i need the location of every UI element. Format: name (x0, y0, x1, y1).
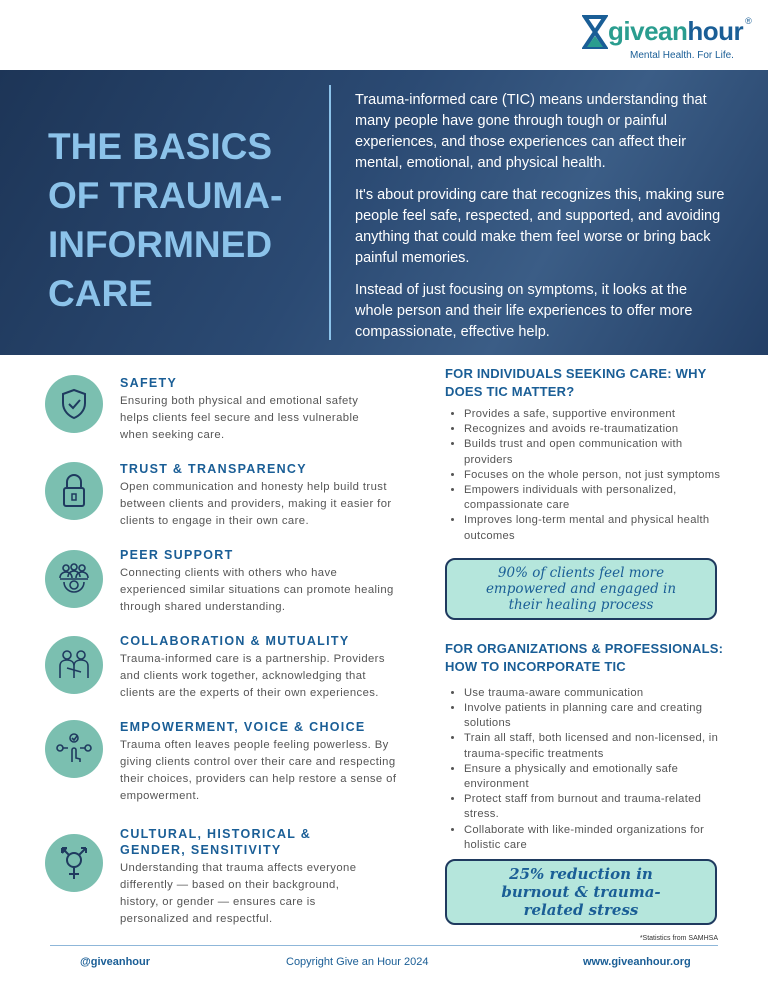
shield-check-icon (45, 375, 103, 433)
principle-text: Trauma-informed care is a partnership. Providers and clients work together, acknowledging that clients are the experts of their own experiences. (120, 653, 385, 699)
list-item: • Empowers individuals with personalized, compassionate care (464, 483, 730, 513)
list-item: • Recognizes and avoids re-traumatization (464, 422, 730, 437)
stat-callout: 90% of clients feel more empowered and engaged in their healing process (445, 558, 717, 620)
organizations-list (450, 686, 730, 853)
list-item: • Protect staff from burnout and trauma-related stress. (464, 792, 730, 822)
principle-text: Trauma often leaves people feeling powerless. By giving clients control over their care and respecting their choices, providers can help restore a sense of empowerment. (120, 739, 397, 802)
list-item: • Improves long-term mental and physical health outcomes (464, 513, 730, 543)
registered-mark: ® (745, 16, 752, 26)
principle-title: PEER SUPPORT (120, 548, 234, 562)
principle-text: Connecting clients with others who have experienced similar situations can promote healing through shared understanding. (120, 567, 394, 613)
principle-text: Understanding that trauma affects everyone differently — based on their background, history, or gender — ensures care is personalized and respectful. (120, 862, 357, 925)
intro-paragraph: It's about providing care that recognizes this, making sure people feel safe, respected, and supported, and avoiding anything that could make them feel worse or bring back painful memories. (355, 187, 725, 266)
right-column (445, 365, 730, 925)
stats-source-note: *Statistics from SAMHSA (639, 935, 718, 942)
giveanhour-logo (582, 12, 762, 66)
principle-cultural (45, 826, 400, 928)
principles-list (45, 375, 400, 928)
principle-collaboration (45, 633, 400, 719)
individuals-list (450, 407, 730, 544)
principle-text: Open communication and honesty help build trust between clients and providers, making it easier for clients to engage in their own care. (120, 481, 392, 527)
list-item: • Provides a safe, supportive environment (464, 407, 730, 422)
copyright: Copyright Give an Hour 2024 (286, 956, 429, 968)
list-item: • Train all staff, both licensed and non-licensed, in trauma-specific treatments (464, 731, 730, 761)
principle-text: Ensuring both physical and emotional safety helps clients feel secure and less vulnerable when seeking care. (120, 395, 360, 441)
hand-choice-icon (45, 720, 103, 778)
organizations-heading: FOR ORGANIZATIONS & PROFESSIONALS: HOW TO INCORPORATE TIC (445, 640, 724, 674)
principle-title: CULTURAL, HISTORICAL & GENDER, SENSITIVITY (120, 827, 312, 857)
intro-paragraph: Instead of just focusing on symptoms, it looks at the whole person and their life experiences to offer more compassionate, effective help. (355, 282, 693, 340)
brand-wordmark: giveanhour (608, 16, 744, 46)
website-link[interactable]: www.giveanhour.org (583, 956, 691, 968)
individuals-heading: FOR INDIVIDUALS SEEKING CARE: WHY DOES TIC MATTER? (445, 366, 707, 399)
group-gear-icon (45, 550, 103, 608)
divider (329, 85, 331, 340)
logo-tagline: Mental Health. For Life. (630, 50, 734, 61)
hourglass-icon (582, 14, 608, 50)
social-handle: @giveanhour (80, 956, 151, 968)
principle-title: EMPOWERMENT, VOICE & CHOICE (120, 720, 366, 734)
list-item: • Focuses on the whole person, not just symptoms (464, 468, 730, 483)
principle-title: COLLABORATION & MUTUALITY (120, 634, 350, 648)
intro-text (355, 90, 725, 343)
padlock-icon (45, 462, 103, 520)
principle-title: TRUST & TRANSPARENCY (120, 462, 307, 476)
principle-title: SAFETY (120, 376, 178, 390)
principle-trust (45, 461, 400, 547)
page-title: THE BASICS OF TRAUMA-INFORMNED CARE (48, 126, 283, 314)
list-item: • Collaborate with like-minded organizations for holistic care (464, 823, 730, 853)
two-people-icon (45, 636, 103, 694)
intro-paragraph: Trauma-informed care (TIC) means understanding that many people have gone through tough or painful experiences, and those experiences can affect their mental, emotional, and physical health. (355, 92, 707, 171)
list-item: • Involve patients in planning care and creating solutions (464, 701, 730, 731)
footer-divider (50, 945, 718, 946)
principle-safety (45, 375, 400, 461)
principle-empowerment (45, 719, 400, 826)
list-item: • Use trauma-aware communication (464, 686, 730, 701)
list-item: • Ensure a physically and emotionally safe environment (464, 762, 730, 792)
gender-symbol-icon (45, 834, 103, 892)
stat-callout: 25% reduction in burnout & trauma-related stress (445, 859, 717, 925)
list-item: • Builds trust and open communication with providers (464, 437, 730, 467)
principle-peer-support (45, 547, 400, 633)
